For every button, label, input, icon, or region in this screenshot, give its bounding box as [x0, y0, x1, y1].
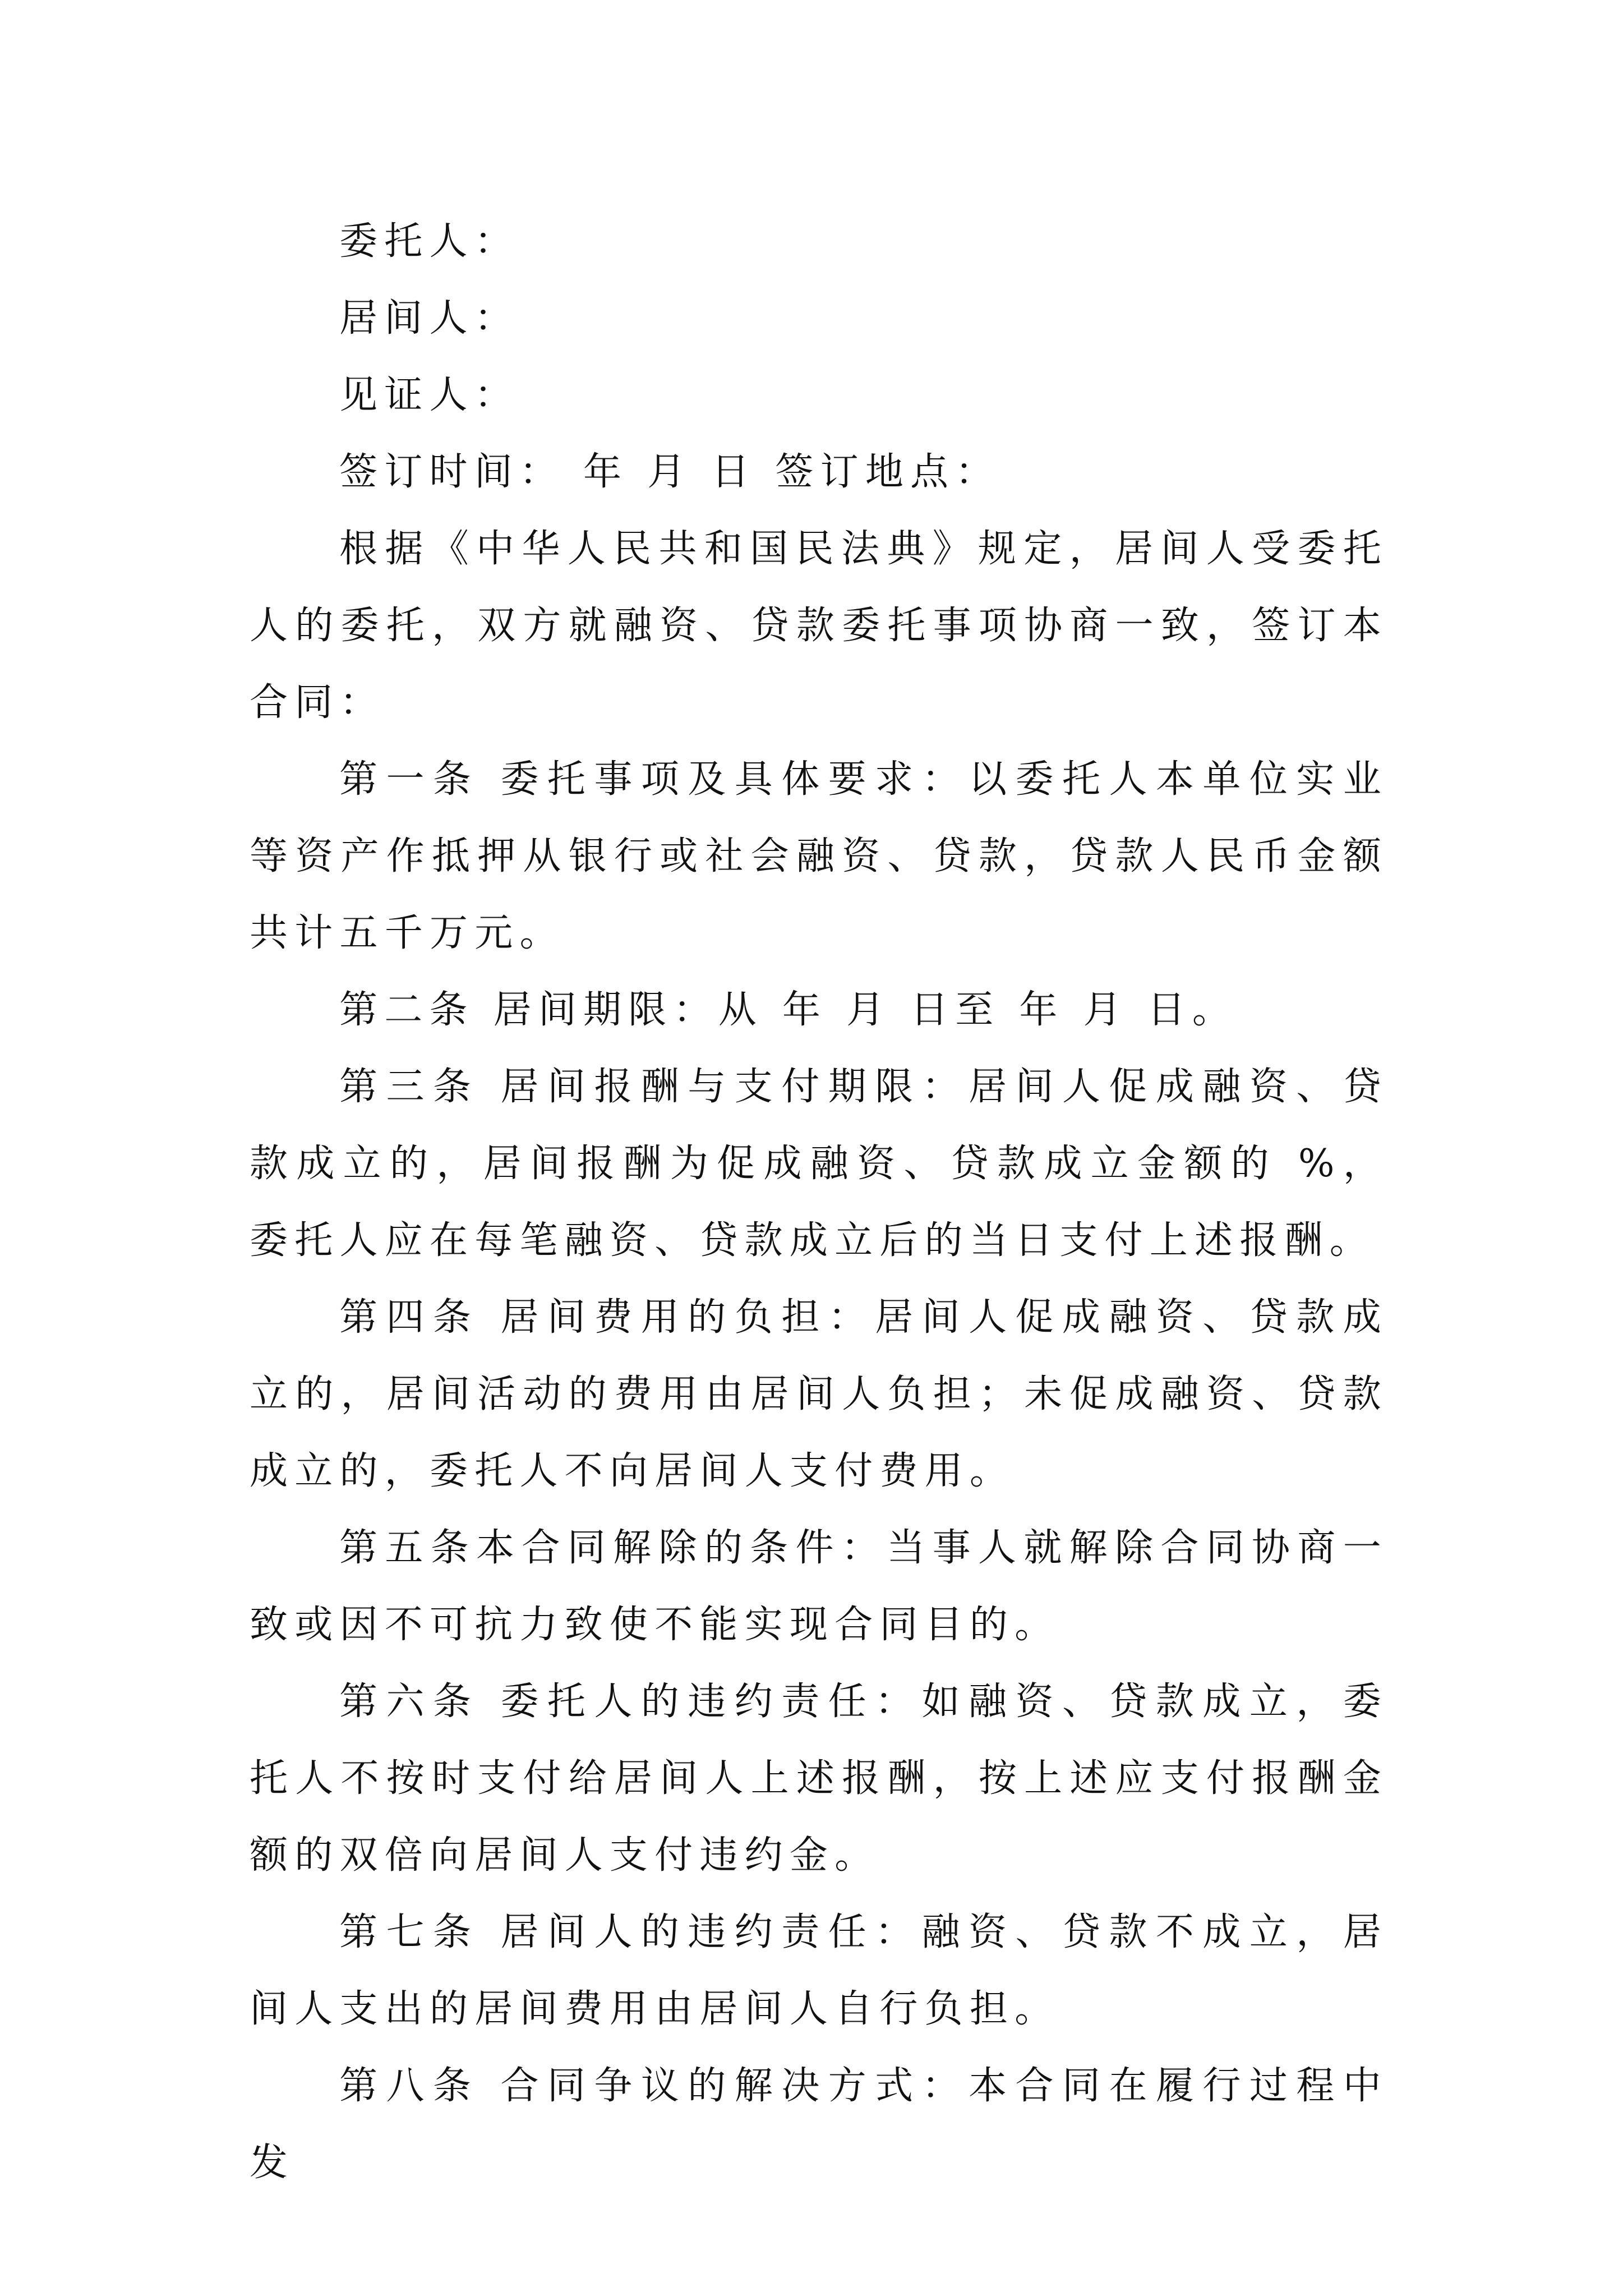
intermediary-line	[250, 280, 1388, 357]
intermediary-label: 居间人：	[339, 296, 519, 341]
article-1-paragraph: 第一条 委托事项及具体要求：以委托人本单位实业等资产作抵押从银行或社会融资、贷款，贷款人民币金额共计五千万元。	[250, 757, 1388, 955]
preamble-paragraph: 根据《中华人民共和国民法典》规定，居间人受委托人的委托，双方就融资、贷款委托事项协商一致，签订本合同：	[250, 527, 1388, 725]
article-4-paragraph: 第四条 居间费用的负担：居间人促成融资、贷款成立的，居间活动的费用由居间人负担；未促成融资、贷款成立的，委托人不向居间人支付费用。	[250, 1295, 1388, 1493]
article-7-paragraph: 第七条 居间人的违约责任：融资、贷款不成立，居间人支出的居间费用由居间人自行负担。	[250, 1910, 1388, 2031]
signing-info-label: 签订时间： 年 月 日 签订地点：	[339, 450, 1000, 494]
article-3-paragraph: 第三条 居间报酬与支付期限：居间人促成融资、贷款成立的，居间报酬为促成融资、贷款成立金额的 %，委托人应在每笔融资、贷款成立后的当日支付上述报酬。	[250, 1065, 1388, 1263]
witness-line	[250, 357, 1388, 434]
client-line	[250, 203, 1388, 280]
witness-label: 见证人：	[339, 373, 519, 417]
article-8-paragraph: 第八条 合同争议的解决方式：本合同在履行过程中发	[250, 2064, 1388, 2185]
client-label: 委托人：	[339, 219, 519, 264]
article-2-paragraph: 第二条 居间期限：从 年 月 日至 年 月 日。	[339, 988, 1238, 1032]
article-5-paragraph: 第五条本合同解除的条件：当事人就解除合同协商一致或因不可抗力致使不能实现合同目的。	[250, 1526, 1388, 1647]
contract-body	[250, 203, 1388, 2201]
signing-info-line	[250, 434, 1388, 510]
article-6-paragraph: 第六条 委托人的违约责任：如融资、贷款成立，委托人不按时支付给居间人上述报酬，按上述应支付报酬金额的双倍向居间人支付违约金。	[250, 1680, 1388, 1878]
